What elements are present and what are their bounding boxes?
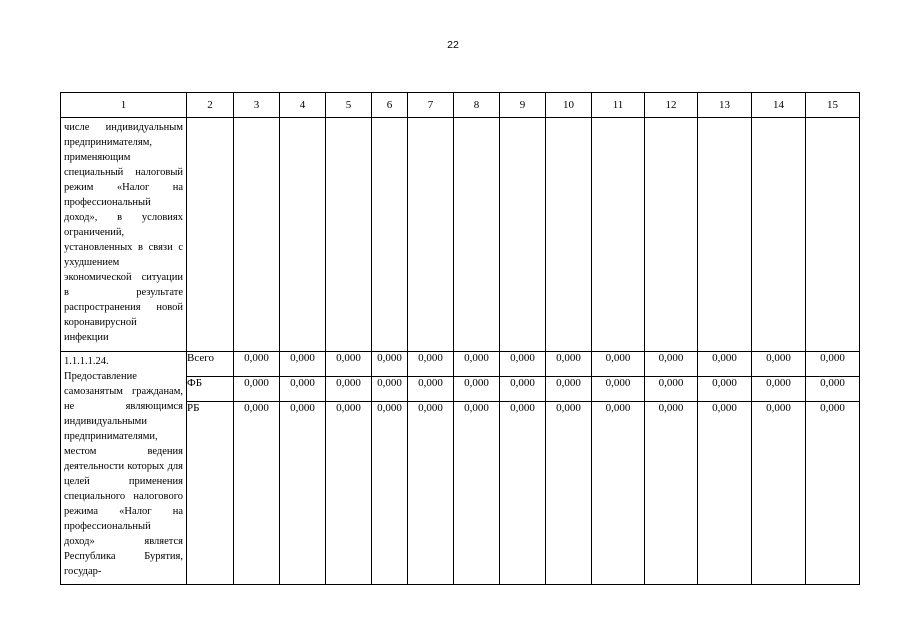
empty-cell <box>752 118 806 352</box>
value-cell: 0,000 <box>454 377 500 402</box>
value-cell: 0,000 <box>280 377 326 402</box>
empty-cell <box>500 118 546 352</box>
value-cell: 0,000 <box>408 377 454 402</box>
column-header: 14 <box>752 93 806 118</box>
row-label: РБ <box>187 402 234 585</box>
column-header: 10 <box>546 93 592 118</box>
empty-cell <box>806 118 860 352</box>
empty-cell <box>280 118 326 352</box>
value-cell: 0,000 <box>546 352 592 377</box>
value-cell: 0,000 <box>454 402 500 585</box>
value-cell: 0,000 <box>326 402 372 585</box>
column-header: 7 <box>408 93 454 118</box>
value-cell: 0,000 <box>372 377 408 402</box>
empty-cell <box>546 118 592 352</box>
continued-description: числе индивидуальным предпринимателям, применяющим специальный налоговый режим «Налог на профессиональный доход», в условиях ограничений, установленных в связи с ухудшением экономической ситуации в результате распространения новой коронавирусной инфекции <box>64 122 183 343</box>
header-row <box>61 93 860 118</box>
value-cell: 0,000 <box>500 352 546 377</box>
empty-cell <box>698 118 752 352</box>
value-cell: 0,000 <box>326 352 372 377</box>
table-row <box>61 352 860 377</box>
row-label: Всего <box>187 352 234 377</box>
value-cell: 0,000 <box>454 352 500 377</box>
value-cell: 0,000 <box>280 402 326 585</box>
value-cell: 0,000 <box>806 377 860 402</box>
value-cell: 0,000 <box>645 402 698 585</box>
empty-cell <box>234 118 280 352</box>
value-cell: 0,000 <box>234 402 280 585</box>
column-header: 2 <box>187 93 234 118</box>
value-cell: 0,000 <box>500 402 546 585</box>
column-header: 3 <box>234 93 280 118</box>
column-header: 5 <box>326 93 372 118</box>
value-cell: 0,000 <box>546 402 592 585</box>
value-cell: 0,000 <box>280 352 326 377</box>
value-cell: 0,000 <box>806 352 860 377</box>
value-cell: 0,000 <box>752 402 806 585</box>
value-cell: 0,000 <box>698 402 752 585</box>
empty-cell <box>454 118 500 352</box>
value-cell: 0,000 <box>500 377 546 402</box>
value-cell: 0,000 <box>234 377 280 402</box>
column-header: 13 <box>698 93 752 118</box>
value-cell: 0,000 <box>592 377 645 402</box>
value-cell: 0,000 <box>372 402 408 585</box>
empty-cell <box>326 118 372 352</box>
value-cell: 0,000 <box>698 352 752 377</box>
column-header: 11 <box>592 93 645 118</box>
item-description: 1.1.1.1.24. Предоставление самозанятым гражданам, не являющимся индивидуальными предпринимателями, местом ведения деятельности которых для целей применения специального налогового режима «Налог на профессиональный доход» является Республика Бурятия, государ- <box>64 356 183 577</box>
empty-cell <box>645 118 698 352</box>
column-header: 9 <box>500 93 546 118</box>
empty-cell <box>408 118 454 352</box>
value-cell: 0,000 <box>645 352 698 377</box>
value-cell: 0,000 <box>592 402 645 585</box>
value-cell: 0,000 <box>645 377 698 402</box>
continued-description-cell <box>61 118 187 352</box>
value-cell: 0,000 <box>546 377 592 402</box>
value-cell: 0,000 <box>698 377 752 402</box>
row-label: ФБ <box>187 377 234 402</box>
value-cell: 0,000 <box>326 377 372 402</box>
budget-table <box>60 92 860 585</box>
empty-cell <box>187 118 234 352</box>
column-header: 8 <box>454 93 500 118</box>
column-header: 4 <box>280 93 326 118</box>
value-cell: 0,000 <box>592 352 645 377</box>
empty-cell <box>372 118 408 352</box>
column-header: 12 <box>645 93 698 118</box>
value-cell: 0,000 <box>752 352 806 377</box>
value-cell: 0,000 <box>752 377 806 402</box>
column-header: 1 <box>61 93 187 118</box>
value-cell: 0,000 <box>408 352 454 377</box>
value-cell: 0,000 <box>408 402 454 585</box>
item-description-cell <box>61 352 187 585</box>
empty-cell <box>592 118 645 352</box>
table-row <box>61 118 860 352</box>
page-number: 22 <box>447 39 459 51</box>
value-cell: 0,000 <box>372 352 408 377</box>
value-cell: 0,000 <box>234 352 280 377</box>
value-cell: 0,000 <box>806 402 860 585</box>
column-header: 6 <box>372 93 408 118</box>
column-header: 15 <box>806 93 860 118</box>
